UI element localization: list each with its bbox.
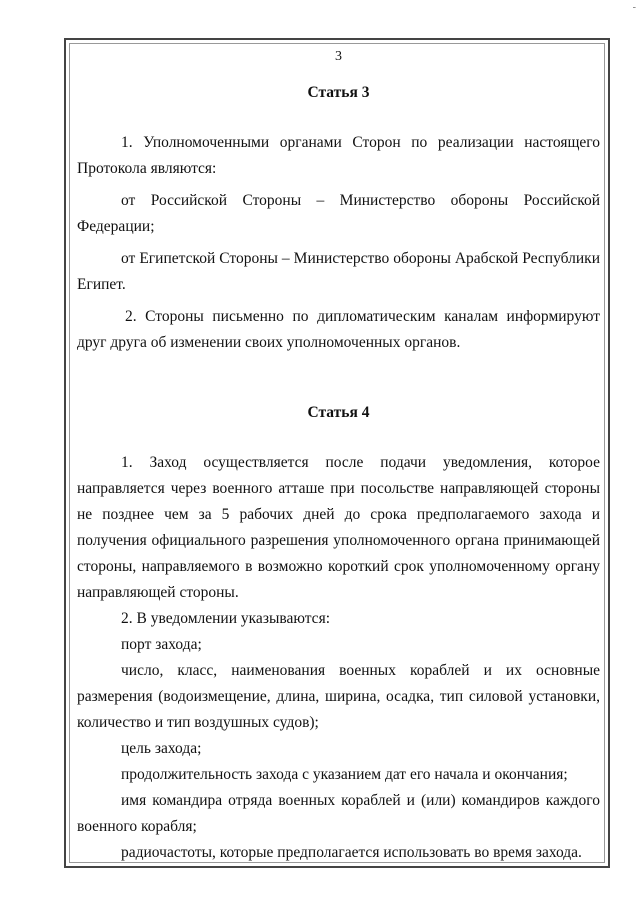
article-4-paragraph-5: цель захода; [121,740,202,757]
article-4-paragraph-8: радиочастоты, которые предполагается использовать во время захода. [121,844,582,861]
article-4-paragraph-1: 1. Заход осуществляется после подачи уведомления, которое направляется через военного атташе при посольстве направляющей стороны не позднее чем за 5 рабочих дней до срока предполагаемого захода и получения официального разрешения уполномоченного органа принимающей стороны, направляемого в возможно короткий срок уполномоченному органу направляющей стороны. [77,454,600,601]
article-4-paragraph-4: число, класс, наименования военных кораблей и их основные размерения (водоизмещение, длина, ширина, осадка, тип силовой установки, количество и тип воздушных судов); [77,662,600,731]
page-number: 3 [335,49,342,64]
corner-mark: - [632,2,636,13]
article-3-heading: Статья 3 [307,84,370,101]
article-4-paragraph-3: порт захода; [121,636,202,653]
article-3-paragraph-2: от Российской Стороны – Министерство обороны Российской Федерации; [77,192,600,235]
article-4-heading: Статья 4 [307,404,370,421]
document-body [77,48,600,866]
article-4-paragraph-6: продолжительность захода с указанием дат его начала и окончания; [121,766,568,783]
article-4-paragraph-2: 2. В уведомлении указываются: [121,610,331,627]
article-3-paragraph-3: от Египетской Стороны – Министерство обороны Арабской Республики Египет. [77,250,600,293]
article-3-paragraph-1: 1. Уполномоченными органами Сторон по реализации настоящего Протокола являются: [77,134,600,177]
article-3-paragraph-4: 2. Стороны письменно по дипломатическим каналам информируют друг друга об изменении своих уполномоченных органов. [77,308,600,351]
article-4-paragraph-7: имя командира отряда военных кораблей и (или) командиров каждого военного корабля; [77,792,600,835]
